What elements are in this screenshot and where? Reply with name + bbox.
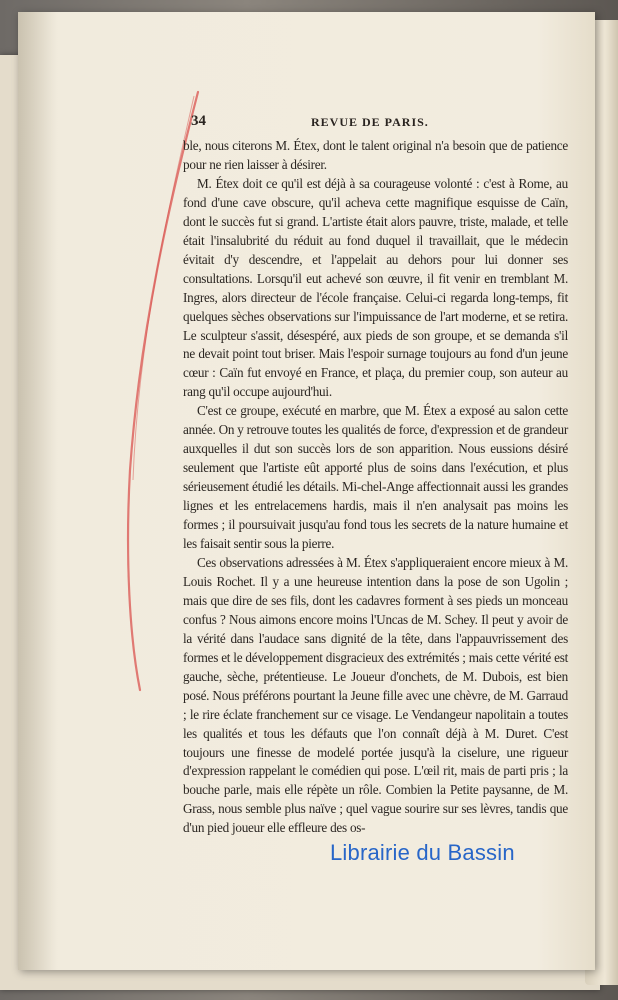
paragraph-1: ble, nous citerons M. Étex, dont le talent original n'a besoin que de patience pour ne rien laisser à désirer. (183, 138, 568, 172)
paragraph-4: Ces observations adressées à M. Étex s'appliqueraient encore mieux à M. Louis Rochet. Il y a une heureuse intention dans la pose de son Ugolin ; mais que dire de ses fils, dont les cadavres forment à ses pieds un monceau confus ? Nous aimons encore moins l'Uncas de M. Schey. Il peut y avoir de la vérité dans l'audace sans dignité de la tête, dans l'appauvrissement des formes et le développement disgracieux des extrémités ; mais cette vérité est gauche, sèche, prétentieuse. Le Joueur d'onchets, de M. Dubois, est bien posé. Nous préférons pourtant la Jeune fille avec une chèvre, de M. Garraud ; le rire éclate franchement sur ce visage. Le Vendangeur napolitain a toutes les qualités et tous les défauts que l'on connaît déjà à M. Duret. C'est toujours une finesse de modelé portée jusqu'à la ciselure, une rigueur d'expression rappelant le comédien qui pose. L'œil rit, mais de parti pris ; la bouche parle, mais elle répète un rôle. Combien la Petite paysanne, de M. Grass, nous semble plus naïve ; quel vague sourire sur ses lèvres, tandis que d'un pied joueur elle effleure des os- (183, 554, 568, 836)
paragraph-3-text: C'est ce groupe, exécuté en marbre, que M. Étex a exposé au salon cette année. On y retrouve toutes les qualités de force, d'expression et de grandeur auxquelles il dut son succès lors de son apparition. Nous eussions désiré seulement que l'artiste eût apporté plus de soins dans l'exécution, et plus sérieusement étudié les détails. Mi-chel-Ange affectionnait aussi les grandes lignes et les entrelacemens hardis, mais il n'en analysait pas moins les formes ; il poursuivait jusqu'au fond tous les secrets de la nature humaine et les faisait sentir sous la pierre. (183, 403, 568, 552)
paragraph-3 (183, 402, 568, 554)
paragraph-2: M. Étex doit ce qu'il est déjà à sa courageuse volonté : c'est à Rome, au fond d'une cave obscure, qu'il acheva cette magnifique esquisse de Caïn, dont le succès fut si grand. L'artiste était alors pauvre, triste, malade, et telle était l'insalubrité du réduit au fond duquel il travaillait, que le médecin évitait d'y descendre, et l'appelait au dehors pour lui donner ses consultations. Lorsqu'il eut achevé son œuvre, il fit venir en tremblant M. Ingres, alors directeur de l'école française. Celui-ci regarda long-temps, fit quelques sèches observations sur l'impuissance de l'art moderne, et se retira. Le sculpteur s'assit, désespéré, aux pieds de son groupe, et se demanda s'il ne devait point tout briser. Mais l'espoir surnage toujours au fond d'un jeune cœur : Caïn fut envoyé en France, et plaça, du premier coup, son auteur au rang qu'il occupe aujourd'hui. (183, 175, 568, 400)
page-header (191, 113, 566, 135)
watermark: Librairie du Bassin (330, 840, 515, 865)
page-number: 34 (191, 113, 206, 129)
page-gutter-shadow (18, 12, 58, 970)
running-title: REVUE DE PARIS. (311, 115, 429, 129)
article-text (183, 137, 568, 838)
